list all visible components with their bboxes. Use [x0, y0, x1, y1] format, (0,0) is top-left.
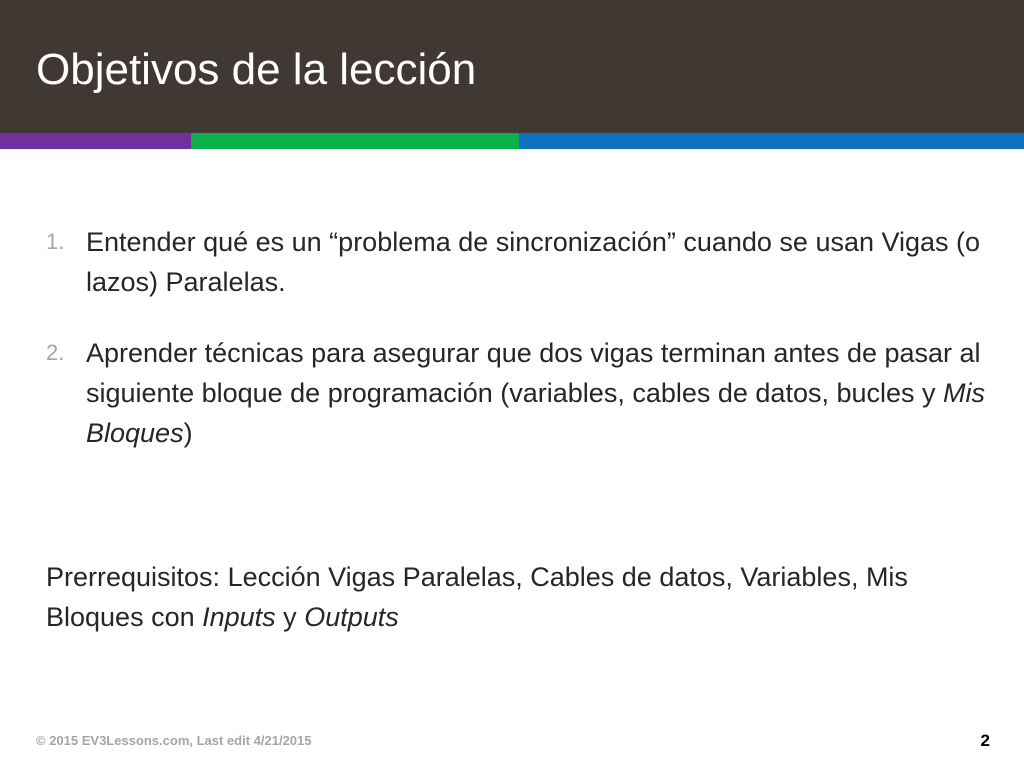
- objective-number: 1.: [46, 229, 65, 254]
- objective-number: 2.: [46, 340, 65, 365]
- objective-text: Entender qué es un “problema de sincronización” cuando se usan Vigas (o lazos) Paralelas.: [86, 227, 981, 297]
- objective-text-end: ): [183, 418, 193, 448]
- slide-title: Objetivos de la lección: [36, 45, 477, 94]
- objective-item-2: [46, 333, 996, 453]
- prerequisites-middle: y: [275, 602, 305, 632]
- objectives-list: [46, 222, 996, 453]
- objective-text-start: Aprender técnicas para asegurar que dos vigas terminan antes de pasar al siguiente bloque de programación (variables, cables de datos, bucles y: [86, 338, 981, 408]
- prerequisites-italic-inputs: Inputs: [202, 602, 276, 632]
- objective-item-1: [46, 222, 996, 302]
- objective-text-italic: Mis Bloques: [86, 378, 986, 448]
- title-bar: [0, 0, 1024, 133]
- accent-stripe-blue: [519, 133, 1024, 149]
- accent-stripe-green: [191, 133, 519, 149]
- objective-text: [86, 338, 985, 448]
- prerequisites-start: Prerrequisitos: Lección Vigas Paralelas, Cables de datos, Variables, Mis Bloques con: [46, 562, 908, 632]
- footer-copyright: © 2015 EV3Lessons.com, Last edit 4/21/2015: [36, 733, 312, 748]
- prerequisites-text: [46, 557, 996, 637]
- objectives-content: [46, 222, 996, 484]
- accent-stripe-purple: [0, 133, 191, 149]
- prerequisites-italic-outputs: Outputs: [304, 602, 399, 632]
- page-number: 2: [980, 731, 990, 750]
